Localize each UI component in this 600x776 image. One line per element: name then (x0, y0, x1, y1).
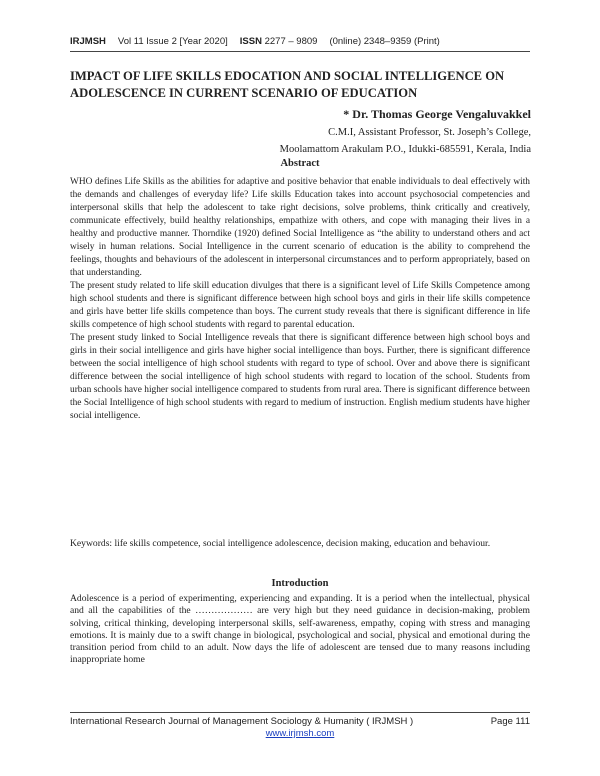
footer-divider (70, 712, 530, 713)
abstract-heading: Abstract (280, 158, 320, 169)
running-header (70, 36, 530, 47)
abstract-paragraph: WHO defines Life Skills as the abilities for adaptive and positive behavior that enable individuals to deal effectively with the demands and challenges of everyday life? Life skills Education takes into account psychosocial competencies and interpersonal skills that help the adolescent to take right decisions, solve problems, think critically and creatively, communicate effectively, build healthy relationships, empathize with others, and cope with managing their lives in a healthy and productive manner. Thorndike (1920) defined Social Intelligence as “the ability to understand others and act wisely in human relations. Social Intelligence in the current scenario of education is the ability to comprehend the feelings, thoughts and behaviours of the adolescent in interpersonal circumstances and to perform appropriately, based on that understanding. (70, 177, 530, 278)
issn-value: 2277 – 9809 (264, 36, 318, 47)
header-divider (70, 51, 530, 52)
issn-label: ISSN (239, 36, 262, 47)
keywords: Keywords: life skills competence, social intelligence adolescence, decision making, education and behaviour. (70, 538, 491, 549)
running-footer (70, 716, 530, 727)
abstract-paragraph: The present study related to life skill education divulges that there is a significant level of Life Skills Competence among high school students and there is significant difference between high school boys and girls in their life skills competence and girls have better life skills competence than boys. The current study reveals that there is significant difference in life skills competence of high school students with regard to parental education. (70, 281, 530, 330)
footer-journal-name: International Research Journal of Management Sociology & Humanity ( IRJMSH ) (70, 716, 414, 727)
abstract-body (70, 176, 530, 423)
paper-title: IMPACT OF LIFE SKILLS EDOCATION AND SOCIAL INTELLIGENCE ON ADOLESCENCE IN CURRENT SCENARIO OF EDUCATION (70, 69, 505, 100)
volume-issue: Vol 11 Issue 2 [Year 2020] (117, 36, 228, 47)
author-name: * Dr. Thomas George Vengaluvakkel (343, 107, 531, 121)
author-affiliation-line2: Moolamattom Arakulam P.O., Idukki-685591, Kerala, India (279, 144, 531, 155)
abstract-paragraph: The present study linked to Social Intelligence reveals that there is significant difference between high school boys and girls in their social intelligence and girls have higher social intelligence than boys. Further, there is significant difference between the social intelligence of high school students with regard to type of school. Over and above there is significant difference between the social intelligence of high school students with regard to location of the school. Students from urban schools have higher social intelligence compared to students from rural area. There is significant difference between the Social Intelligence of high school students with regard to medium of instruction. English medium students have higher social intelligence. (70, 333, 530, 421)
author-affiliation-line1: C.M.I, Assistant Professor, St. Joseph’s College, (328, 127, 531, 138)
page-number: Page 111 (490, 716, 530, 727)
journal-website-link[interactable]: www.irjmsh.com (265, 728, 335, 739)
introduction-heading: Introduction (271, 578, 329, 589)
issn-online-print: (0nline) 2348–9359 (Print) (329, 36, 440, 47)
introduction-paragraph: Adolescence is a period of experimenting, experiencing and expanding. It is a period when the intellectual, physical and all the capabilities of the ……………… are very high but they need guidance in decision-making, problem solving, critical thinking, developing interpersonal skills, self-awareness, empathy, coping with stress and managing emotions. It is mainly due to a swift change in biological, psychological and social, physical and emotional during the transition period from child to an adult. Now days the life of adolescent are tensed due to many reasons including inappropriate home (70, 593, 530, 666)
journal-abbreviation: IRJMSH (70, 36, 106, 47)
